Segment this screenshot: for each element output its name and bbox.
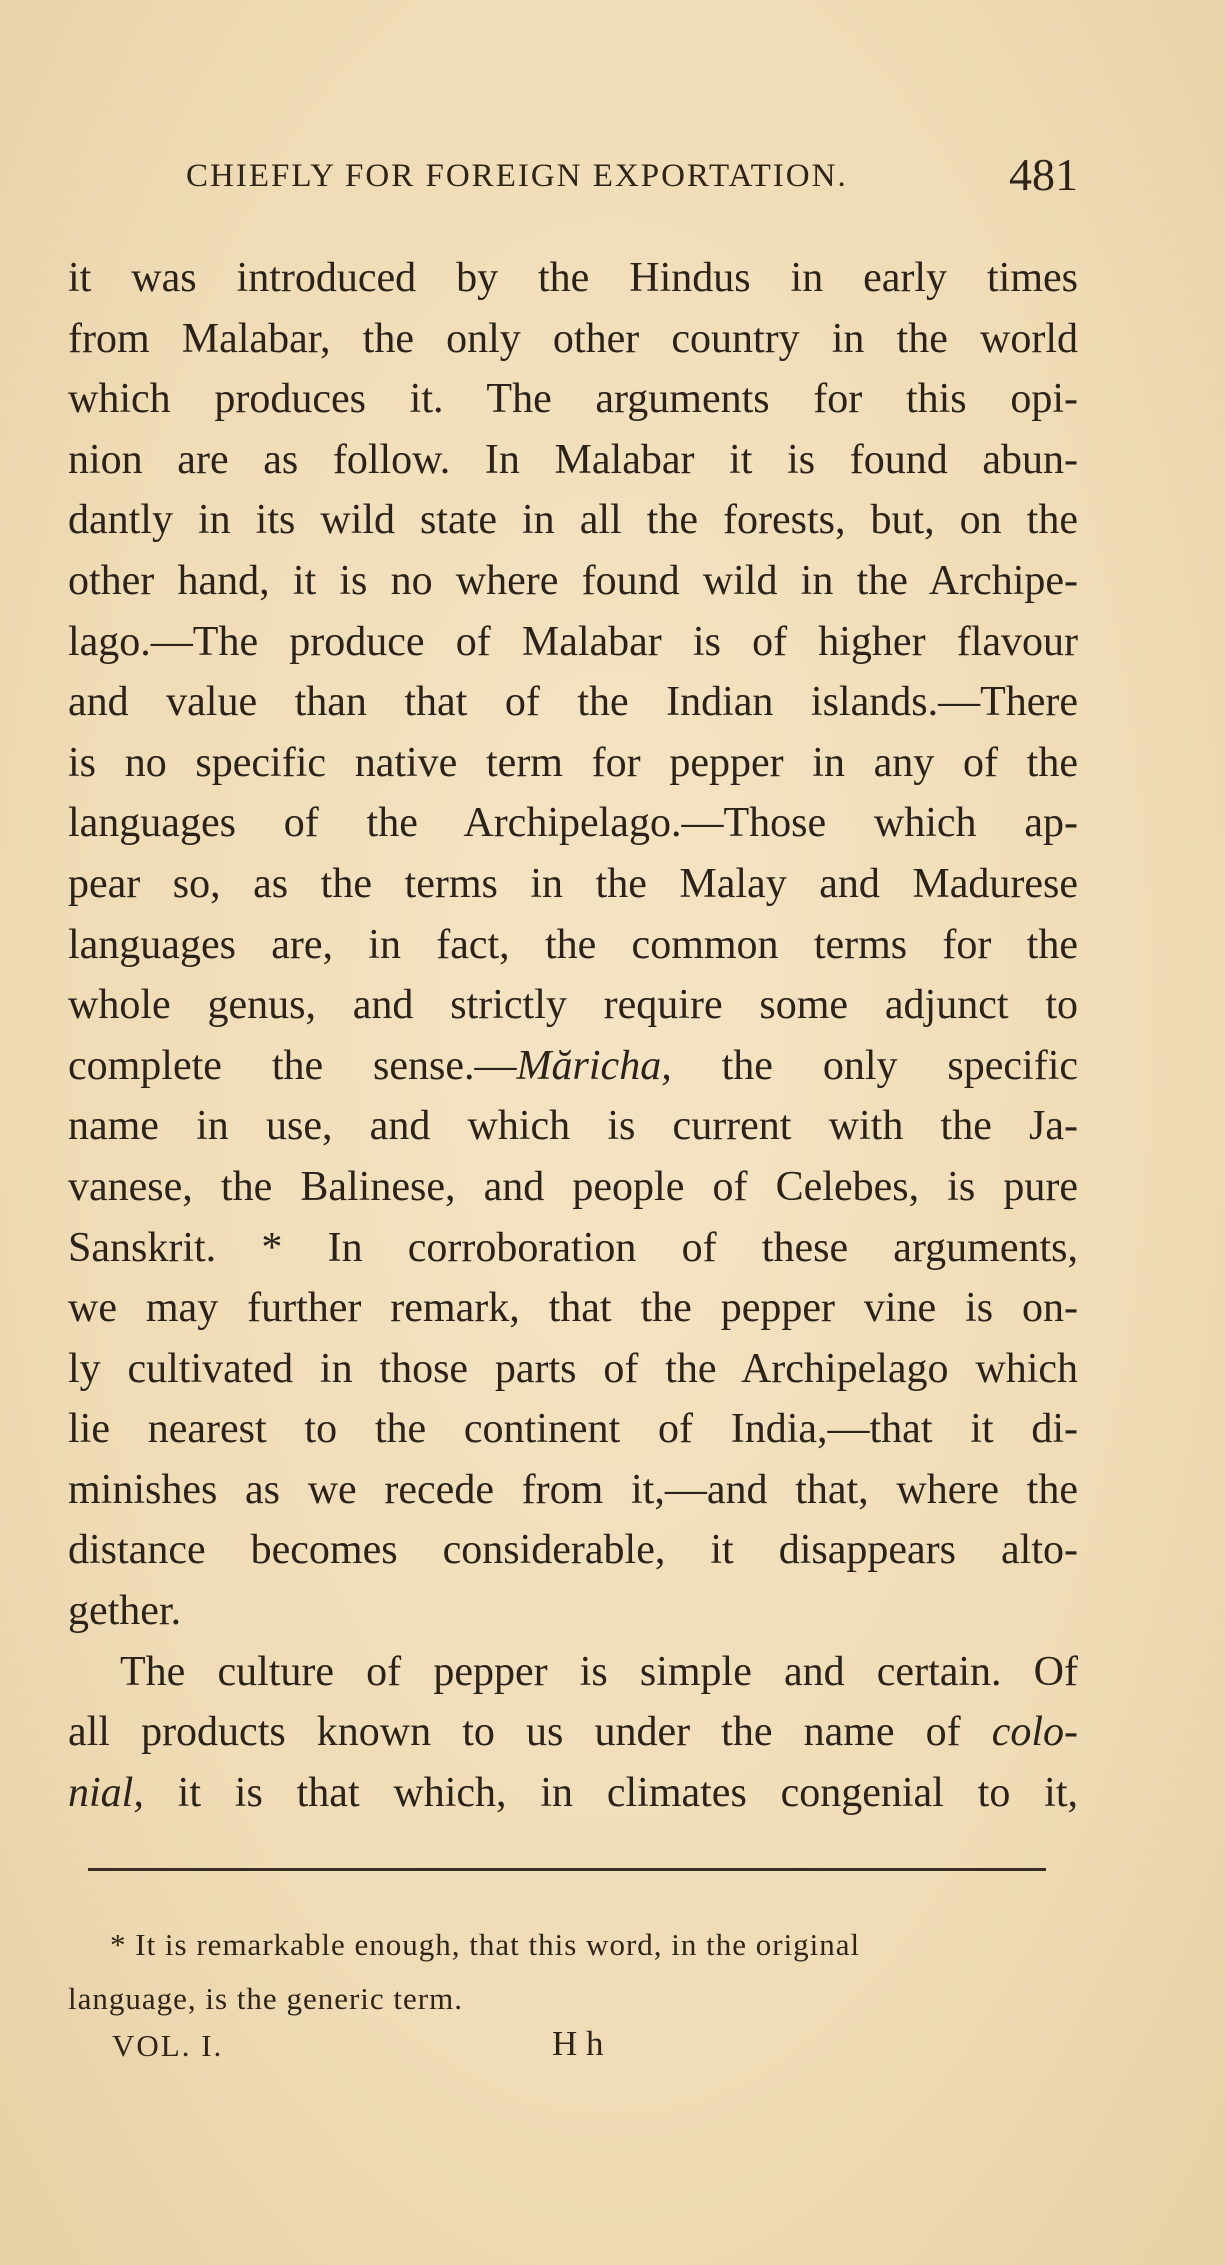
text-line-paragraph-end: gether. xyxy=(68,1588,182,1635)
text-line: other hand, it is no where found wild in the Archipe- xyxy=(68,557,1078,604)
italic-term-nial: nial, xyxy=(68,1769,144,1816)
text-line: nion are as follow. In Malabar it is found abun- xyxy=(68,436,1078,483)
footnote xyxy=(68,1918,1078,2026)
text-line: vanese, the Balinese, and people of Celebes, is pure xyxy=(68,1163,1078,1210)
text-line: languages are, in fact, the common terms for the xyxy=(68,921,1078,968)
text-line: Sanskrit. * In corroboration of these arguments, xyxy=(68,1224,1078,1271)
text-line-colonial xyxy=(68,1702,1078,1763)
text-segment: complete the sense.— xyxy=(68,1042,517,1089)
text-line: it was introduced by the Hindus in early times xyxy=(68,255,1078,301)
running-head xyxy=(186,148,1078,208)
text-line: whole genus, and strictly require some adjunct to xyxy=(68,982,1078,1029)
text-line: lie nearest to the continent of India,—that it di- xyxy=(68,1406,1078,1453)
footnote-line: language, is the generic term. xyxy=(68,1981,463,2016)
text-line: minishes as we recede from it,—and that, where the xyxy=(68,1466,1078,1513)
text-line: and value than that of the Indian islands.—There xyxy=(68,679,1078,726)
body-text xyxy=(68,248,1078,1823)
text-line-colonial-cont xyxy=(68,1763,1078,1824)
italic-term-maricha: Măricha, xyxy=(516,1042,672,1089)
text-line: dantly in its wild state in all the forests, but, on the xyxy=(68,497,1078,544)
text-line-maricha xyxy=(68,1036,1078,1097)
text-line: is no specific native term for pepper in any of the xyxy=(68,739,1078,786)
footnote-rule xyxy=(88,1868,1046,1871)
footnote-line: * It is remarkable enough, that this word, in the original xyxy=(110,1927,861,1962)
text-line: name in use, and which is current with the Ja- xyxy=(68,1103,1078,1150)
text-segment: it is that which, in climates congenial to it, xyxy=(143,1769,1078,1816)
text-line: distance becomes considerable, it disappears alto- xyxy=(68,1527,1078,1574)
page-number: 481 xyxy=(1009,149,1078,200)
volume-mark: VOL. I. xyxy=(112,2028,224,2063)
text-line: which produces it. The arguments for this opi- xyxy=(68,376,1078,423)
text-segment: all products known to us under the name of xyxy=(68,1709,992,1756)
signature-mark: H h xyxy=(552,2024,604,2063)
text-line: lago.—The produce of Malabar is of higher flavour xyxy=(68,618,1078,665)
text-line-paragraph-start: The culture of pepper is simple and certain. Of xyxy=(120,1648,1078,1695)
text-line: languages of the Archipelago.—Those which ap- xyxy=(68,800,1078,847)
running-title: CHIEFLY FOR FOREIGN EXPORTATION. xyxy=(186,158,848,194)
text-line: ly cultivated in those parts of the Archipelago which xyxy=(68,1345,1078,1392)
text-line: from Malabar, the only other country in the world xyxy=(68,315,1078,362)
italic-term-colonial: colo- xyxy=(991,1709,1078,1756)
text-line: we may further remark, that the pepper vine is on- xyxy=(68,1285,1078,1332)
text-line: pear so, as the terms in the Malay and Madurese xyxy=(68,860,1078,907)
signature-row xyxy=(112,2024,712,2078)
text-segment: the only specific xyxy=(671,1042,1079,1089)
